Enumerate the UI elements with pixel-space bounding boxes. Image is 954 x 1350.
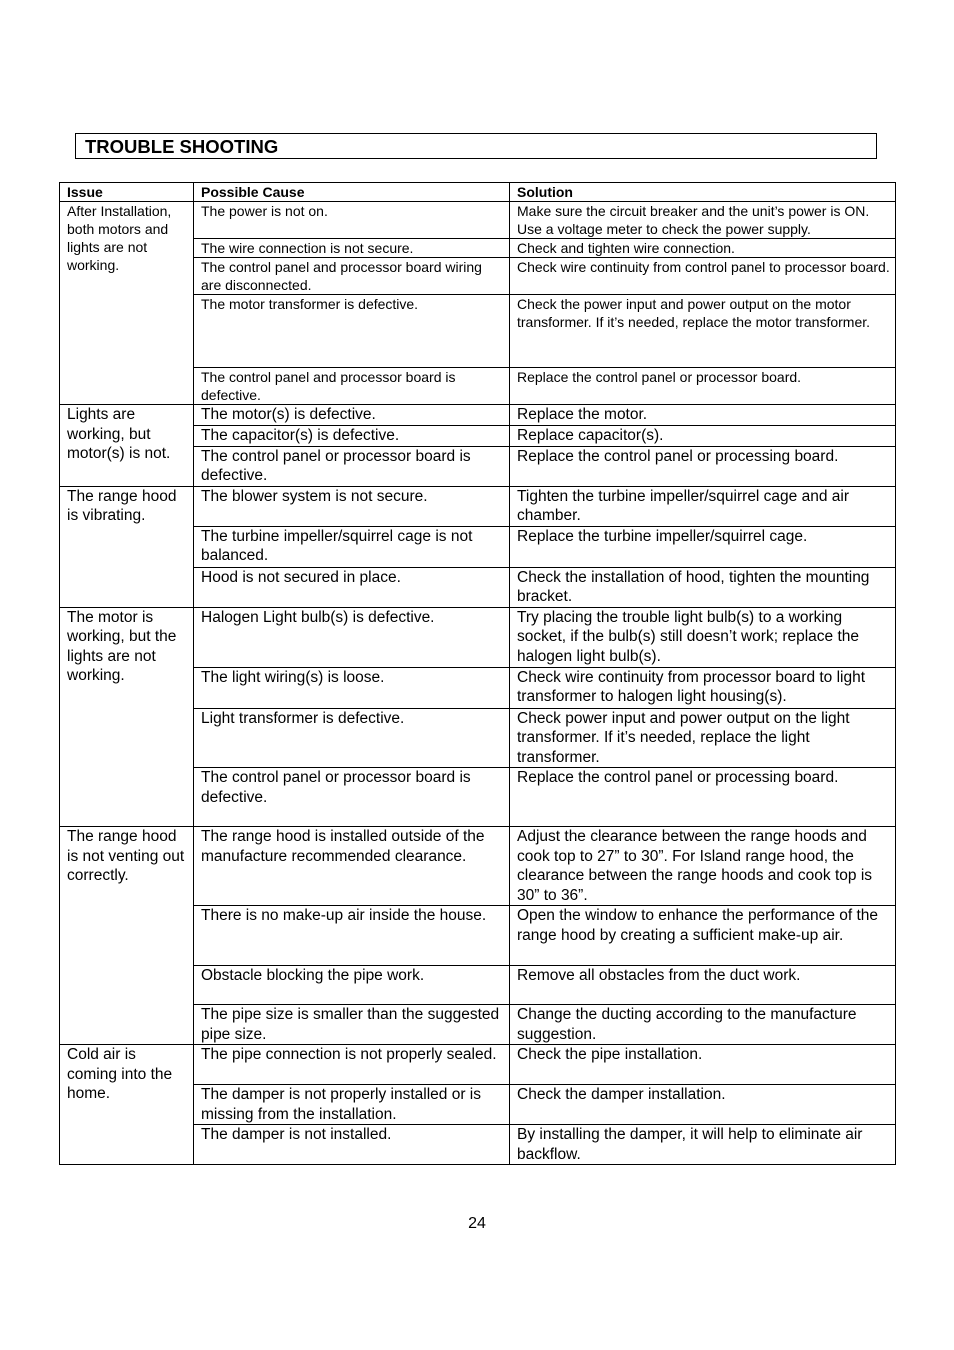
cause-cell: The light wiring(s) is loose. (194, 667, 510, 708)
solution-cell: Check the installation of hood, tighten the mounting bracket. (510, 567, 896, 607)
solution-cell: Remove all obstacles from the duct work. (510, 966, 896, 1005)
solution-cell: Open the window to enhance the performance of the range hood by creating a sufficient make-up air. (510, 906, 896, 966)
solution-cell: By installing the damper, it will help to eliminate air backflow. (510, 1125, 896, 1165)
solution-cell: Tighten the turbine impeller/squirrel cage and air chamber. (510, 486, 896, 526)
issue-cell: After Installation, both motors and lights are not working. (60, 202, 194, 405)
header-issue: Issue (60, 183, 194, 202)
cause-cell: The power is not on. (194, 202, 510, 239)
cause-cell: The motor(s) is defective. (194, 405, 510, 426)
solution-cell: Check wire continuity from processor board to light transformer to halogen light housing(s). (510, 667, 896, 708)
solution-cell: Change the ducting according to the manufacture suggestion. (510, 1005, 896, 1045)
cause-cell: The range hood is installed outside of the manufacture recommended clearance. (194, 827, 510, 906)
table-row (60, 607, 896, 667)
solution-cell: Replace the turbine impeller/squirrel cage. (510, 526, 896, 567)
solution-cell: Replace the motor. (510, 405, 896, 426)
cause-cell: There is no make-up air inside the house. (194, 906, 510, 966)
solution-cell: Check the pipe installation. (510, 1045, 896, 1085)
cause-cell: The pipe size is smaller than the suggested pipe size. (194, 1005, 510, 1045)
table-row (60, 827, 896, 906)
solution-cell: Check wire continuity from control panel to processor board. (510, 258, 896, 295)
cause-cell: Obstacle blocking the pipe work. (194, 966, 510, 1005)
cause-cell: The wire connection is not secure. (194, 239, 510, 258)
cause-cell: The control panel and processor board is defective. (194, 368, 510, 405)
solution-cell: Replace the control panel or processor board. (510, 368, 896, 405)
table-row (60, 405, 896, 426)
solution-cell: Make sure the circuit breaker and the unit’s power is ON. Use a voltage meter to check the power supply. (510, 202, 896, 239)
issue-cell: The range hood is not venting out correctly. (60, 827, 194, 1045)
cause-cell: The control panel or processor board is defective. (194, 446, 510, 486)
header-cause: Possible Cause (194, 183, 510, 202)
issue-cell: The range hood is vibrating. (60, 486, 194, 607)
issue-cell: Cold air is coming into the home. (60, 1045, 194, 1165)
solution-cell: Replace the control panel or processing board. (510, 446, 896, 486)
cause-cell: Halogen Light bulb(s) is defective. (194, 607, 510, 667)
solution-cell: Check and tighten wire connection. (510, 239, 896, 258)
cause-cell: The damper is not properly installed or is missing from the installation. (194, 1085, 510, 1125)
cause-cell: The turbine impeller/squirrel cage is not balanced. (194, 526, 510, 567)
cause-cell: The motor transformer is defective. (194, 295, 510, 368)
solution-cell: Check the damper installation. (510, 1085, 896, 1125)
cause-cell: The blower system is not secure. (194, 486, 510, 526)
cause-cell: The control panel or processor board is defective. (194, 768, 510, 827)
table-row (60, 486, 896, 526)
section-title: TROUBLE SHOOTING (85, 136, 279, 157)
table-row (60, 1045, 896, 1085)
table-row (60, 202, 896, 239)
cause-cell: Light transformer is defective. (194, 708, 510, 768)
solution-cell: Check the power input and power output on the motor transformer. If it’s needed, replace the motor transformer. (510, 295, 896, 368)
cause-cell: The capacitor(s) is defective. (194, 425, 510, 446)
page-number: 24 (468, 1215, 486, 1232)
solution-cell: Replace capacitor(s). (510, 425, 896, 446)
cause-cell: The pipe connection is not properly sealed. (194, 1045, 510, 1085)
table-header-row (60, 183, 896, 202)
section-title-box (75, 133, 877, 159)
cause-cell: The control panel and processor board wiring are disconnected. (194, 258, 510, 295)
header-solution: Solution (510, 183, 896, 202)
troubleshooting-table (59, 182, 896, 1165)
solution-cell: Replace the control panel or processing board. (510, 768, 896, 827)
cause-cell: Hood is not secured in place. (194, 567, 510, 607)
issue-cell: Lights are working, but motor(s) is not. (60, 405, 194, 487)
solution-cell: Check power input and power output on the light transformer. If it’s needed, replace the light transformer. (510, 708, 896, 768)
cause-cell: The damper is not installed. (194, 1125, 510, 1165)
solution-cell: Try placing the trouble light bulb(s) to a working socket, if the bulb(s) still doesn’t work; replace the halogen light bulb(s). (510, 607, 896, 667)
solution-cell: Adjust the clearance between the range hoods and cook top to 27” to 30”. For Island range hood, the clearance between the range hoods and cook top is 30” to 36”. (510, 827, 896, 906)
issue-cell: The motor is working, but the lights are not working. (60, 607, 194, 827)
